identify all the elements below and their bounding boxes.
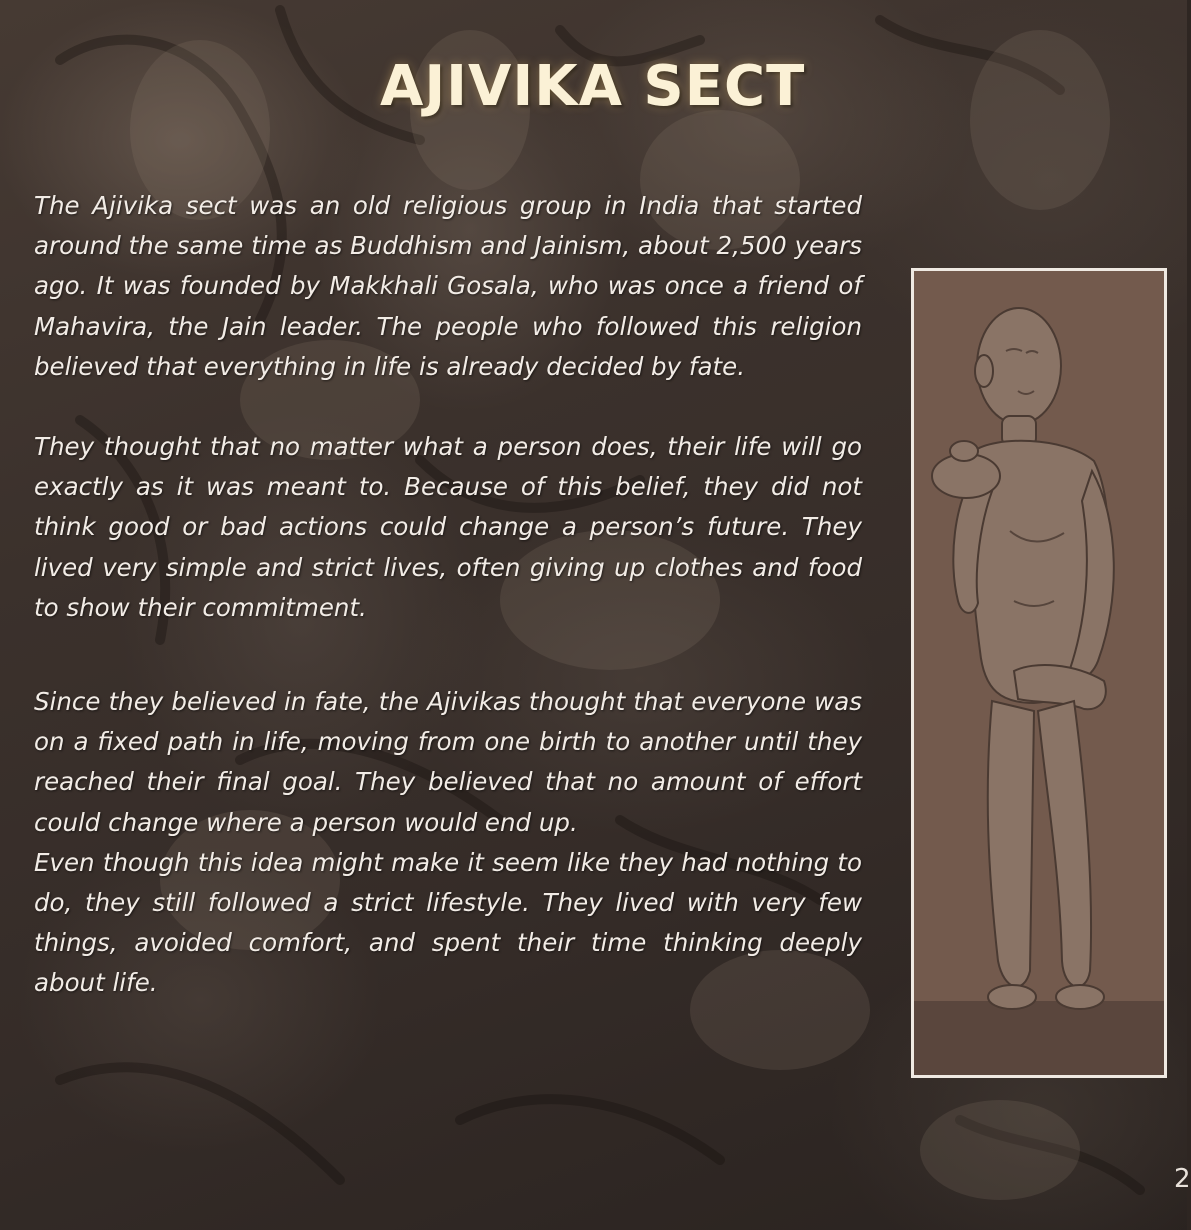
- page-title: AJIVIKA SECT: [380, 54, 806, 119]
- page-number: 2: [1174, 1164, 1191, 1194]
- paragraph-fate: Since they believed in fate, the Ajivikas thought that everyone was on a fixed path in life, moving from one birth to another until they reached their final goal. They believed that no amount of effort could change where a person would end up.: [34, 687, 862, 837]
- paragraph-beliefs: They thought that no matter what a person does, their life will go exactly as it was meant to. Because of this belief, they did not think good or bad actions could change a person’s future. They lived very simple and strict lives, often giving up clothes and food to show their commitment.: [34, 432, 862, 622]
- article-body: [34, 186, 862, 1004]
- statue-figure-illustration: [914, 271, 1164, 1075]
- paragraph-intro: The Ajivika sect was an old religious group in India that started around the same time as Buddhism and Jainism, about 2,500 years ago. It was founded by Makkhali Gosala, who was once a friend of Mahavira, the Jain leader. The people who followed this religion believed that everything in life is already decided by fate.: [34, 191, 862, 381]
- ajivika-statue-image: [911, 268, 1167, 1078]
- paragraph-lifestyle: Even though this idea might make it seem like they had nothing to do, they still followed a strict lifestyle. They lived with very few things, avoided comfort, and spent their time thinking deeply about life.: [34, 847, 862, 998]
